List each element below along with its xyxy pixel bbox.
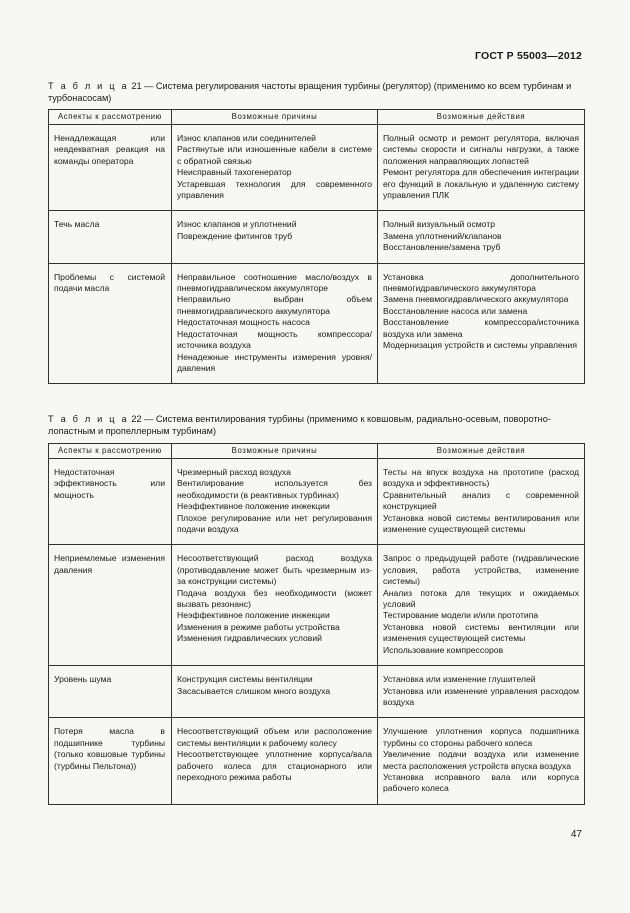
- cause-item: Вентилирование используется без необходимости (в реактивных турбинах): [177, 478, 372, 500]
- cause-item: Несоответствующий объем или расположение системы вентиляции к рабочему колесу: [177, 726, 372, 748]
- causes-cell: [172, 125, 378, 211]
- actions-cell: [378, 718, 585, 804]
- action-item: Тесты на впуск воздуха на прототипе (расход воздуха и эффективность): [383, 467, 579, 489]
- table-row: [49, 459, 585, 545]
- column-header: Аспекты к рассмотрению: [49, 110, 172, 125]
- action-item: Восстановление компрессора/источника воздуха или замена: [383, 317, 579, 339]
- table-row: [49, 211, 585, 263]
- causes-cell: [172, 545, 378, 666]
- aspect-cell: Неприемлемые изменения давления: [49, 545, 172, 666]
- cause-item: Неправильно выбран объем пневмогидравлического аккумулятора: [177, 294, 372, 316]
- action-item: Улучшение уплотнения корпуса подшипника турбины со стороны рабочего колеса: [383, 726, 579, 748]
- causes-cell: [172, 666, 378, 718]
- cause-item: Конструкция системы вентиляции: [177, 674, 313, 685]
- aspect-cell: Уровень шума: [49, 666, 172, 718]
- aspect-cell: Ненадлежащая или неадекватная реакция на команды оператора: [49, 125, 172, 211]
- action-item: Замена пневмогидравлического аккумулятора: [383, 294, 569, 305]
- action-item: Установка новой системы вентилирования или изменение существующей системы: [383, 512, 579, 535]
- table22-header-row: [49, 444, 585, 459]
- cause-item: Подача воздуха без необходимости (может вызвать резонанс): [177, 587, 372, 610]
- action-item: Установка или изменение управления расходом воздуха: [383, 685, 579, 707]
- action-item: Анализ потока для текущих и ожидаемых условий: [383, 587, 579, 610]
- action-item: Полный визуальный осмотр: [383, 219, 495, 230]
- table21-caption: Т а б л и ц а 21 — Система регулирования частоты вращения турбины (регулятор) (применимо ко всем турбинам и турбонасосам): [48, 81, 572, 103]
- cause-item: Несоответствующее уплотнение корпуса/вала рабочего колеса для стационарного или переходного режима работы: [177, 749, 372, 782]
- document-code: ГОСТ Р 55003—2012: [474, 50, 582, 62]
- cause-item: Изменения в режиме работы устройства: [177, 621, 340, 632]
- action-item: Установка или изменение глушителей: [383, 674, 536, 685]
- actions-cell: [378, 666, 585, 718]
- table-row: [49, 666, 585, 718]
- cause-item: Ненадежные инструменты измерения уровня/давления: [177, 351, 372, 373]
- aspect-cell: Проблемы с системой подачи масла: [49, 263, 172, 384]
- action-item: Замена уплотнений/клапанов: [383, 230, 502, 241]
- cause-item: Плохое регулирование или нет регулирования подачи воздуха: [177, 512, 372, 535]
- cause-item: Неисправный тахогенератор: [177, 167, 292, 178]
- action-item: Запрос о предыдущей работе (гидравлические условия, работа устройства, изменение системы): [383, 553, 579, 587]
- cause-item: Неэффективное положение инжекции: [177, 610, 330, 621]
- action-item: Установка новой системы вентиляции или изменения существующей системы: [383, 621, 579, 644]
- column-header: Возможные причины: [172, 444, 378, 459]
- cause-item: Несоответствующий расход воздуха (противодавление может быть чрезмерным из-за конструкции системы): [177, 553, 372, 587]
- cause-item: Чрезмерный расход воздуха: [177, 467, 291, 477]
- cause-item: Повреждение фитингов труб: [177, 230, 293, 241]
- cause-item: Растянутые или изношенные кабели в системе с обратной связью: [177, 144, 372, 166]
- causes-cell: [172, 263, 378, 384]
- action-item: Сравнительный анализ с современной конструкцией: [383, 489, 579, 512]
- column-header: Возможные действия: [378, 110, 585, 125]
- cause-item: Изменения гидравлических условий: [177, 633, 322, 644]
- cause-item: Засасывается слишком много воздуха: [177, 685, 331, 696]
- actions-cell: [378, 211, 585, 263]
- cause-item: Износ клапанов и уплотнений: [177, 219, 297, 230]
- page-number: 47: [570, 829, 582, 840]
- table22: [48, 443, 585, 805]
- table-row: [49, 718, 585, 804]
- action-item: Восстановление насоса или замена: [383, 305, 528, 316]
- action-item: Увеличение подачи воздуха или изменение места расположения устройств впуска воздуха: [383, 749, 579, 771]
- actions-cell: [378, 125, 585, 211]
- column-header: Аспекты к рассмотрению: [49, 444, 172, 459]
- action-item: Полный осмотр и ремонт регулятора, включая системы скорости и сигналы нагрузки, а также положения направляющих лопастей: [383, 133, 579, 166]
- causes-cell: [172, 211, 378, 263]
- action-item: Тестирование модели и/или прототипа: [383, 610, 539, 621]
- column-header: Возможные причины: [172, 110, 378, 125]
- table-row: [49, 263, 585, 384]
- table22-caption: Т а б л и ц а 22 — Система вентилирования турбины (применимо к ковшовым, радиально-осевым, поворотно-лопастным и пропеллерным турбинам): [48, 414, 551, 436]
- aspect-cell: Потеря масла в подшипнике турбины (только ковшовые турбины (турбины Пельтона)): [49, 718, 172, 804]
- table-row: [49, 125, 585, 211]
- action-item: Восстановление/замена труб: [383, 242, 501, 253]
- causes-cell: [172, 459, 378, 545]
- causes-cell: [172, 718, 378, 804]
- table21-header-row: [49, 110, 585, 125]
- action-item: Установка дополнительного пневмогидравлического аккумулятора: [383, 271, 579, 294]
- action-item: Установка исправного вала или корпуса рабочего колеса: [383, 771, 579, 794]
- actions-cell: [378, 459, 585, 545]
- cause-item: Неправильное соотношение масло/воздух в пневмогидравлическом аккумуляторе: [177, 271, 372, 294]
- cause-item: Неэффективное положение инжекции: [177, 501, 330, 512]
- column-header: Возможные действия: [378, 444, 585, 459]
- action-item: Модернизация устройств и системы управления: [383, 340, 577, 351]
- cause-item: Недостаточная мощность компрессора/источника воздуха: [177, 328, 372, 351]
- action-item: Использование компрессоров: [383, 644, 504, 655]
- cause-item: Устаревшая технология для современного управления: [177, 178, 372, 201]
- actions-cell: [378, 263, 585, 384]
- actions-cell: [378, 545, 585, 666]
- aspect-cell: Течь масла: [49, 211, 172, 263]
- table-row: [49, 545, 585, 666]
- cause-item: Износ клапанов или соединителей: [177, 133, 316, 143]
- action-item: Ремонт регулятора для обеспечения интеграции его функций в локальную и удаленную систему управления ПЛК: [383, 167, 579, 201]
- table21: [48, 109, 585, 384]
- cause-item: Недостаточная мощность насоса: [177, 317, 310, 328]
- aspect-cell: Недостаточная эффективность или мощность: [49, 459, 172, 545]
